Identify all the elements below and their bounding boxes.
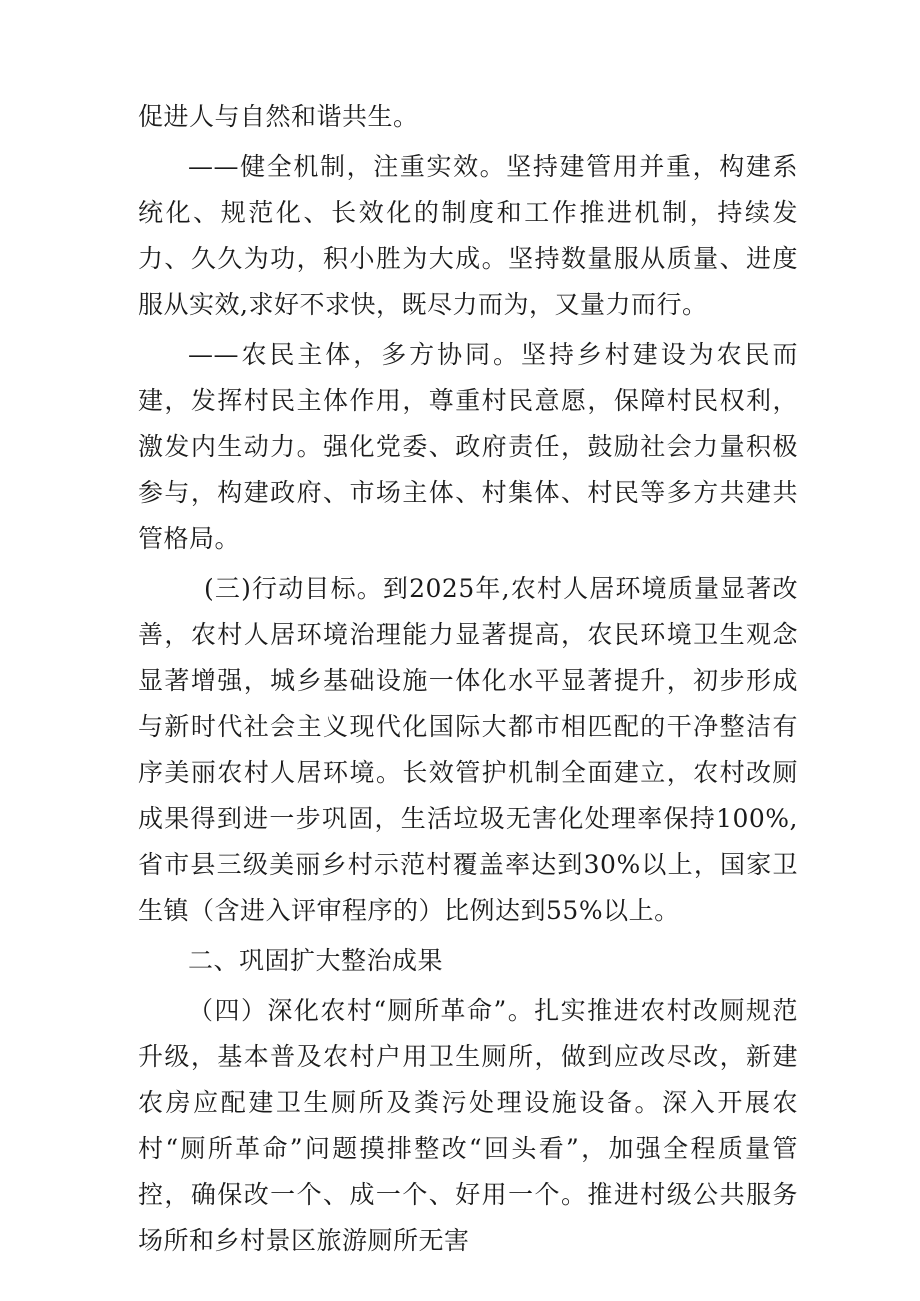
paragraph-toilet-revolution: （四）深化农村“厕所革命”。扎实推进农村改厕规范升级，基本普及农村户用卫生厕所，做到应改尽改，新建农房应配建卫生厕所及粪污处理设施设备。深入开展农村“厕所革命”问题摸排整改“回头看”，加强全程质量管控，确保改一个、成一个、好用一个。推进村级公共服务场所和乡村景区旅游厕所无害 xyxy=(138,996,798,1255)
paragraph-continuation: 促进人与自然和谐共生。 xyxy=(138,102,419,131)
paragraph-farmers-main-body: ——农民主体，多方协同。坚持乡村建设为农民而建，发挥村民主体作用，尊重村民意愿，保障村民权利，激发内生动力。强化党委、政府责任，鼓励社会力量积极参与，构建政府、市场主体、村集体、村民等多方共建共管格局。 xyxy=(138,340,798,553)
paragraph-mechanism: ——健全机制，注重实效。坚持建管用并重，构建系统化、规范化、长效化的制度和工作推进机制，持续发力、久久为功，积小胜为大成。坚持数量服从质量、进度服从实效,求好不求快，既尽力而为，又量力而行。 xyxy=(138,152,798,319)
document-body xyxy=(138,94,798,1268)
paragraph-action-goals: (三)行动目标。到2025年,农村人居环境质量显著改善，农村人居环境治理能力显著提高，农民环境卫生观念显著增强，城乡基础设施一体化水平显著提升，初步形成与新时代社会主义现代化国际大都市相匹配的干净整洁有序美丽农村人居环境。长效管护机制全面建立，农村改厕成果得到进一步巩固，生活垃圾无害化处理率保持100%,省市县三级美丽乡村示范村覆盖率达到30%以上，国家卫生镇（含进入评审程序的）比例达到55%以上。 xyxy=(138,574,798,925)
section-heading: 二、巩固扩大整治成果 xyxy=(188,946,444,975)
